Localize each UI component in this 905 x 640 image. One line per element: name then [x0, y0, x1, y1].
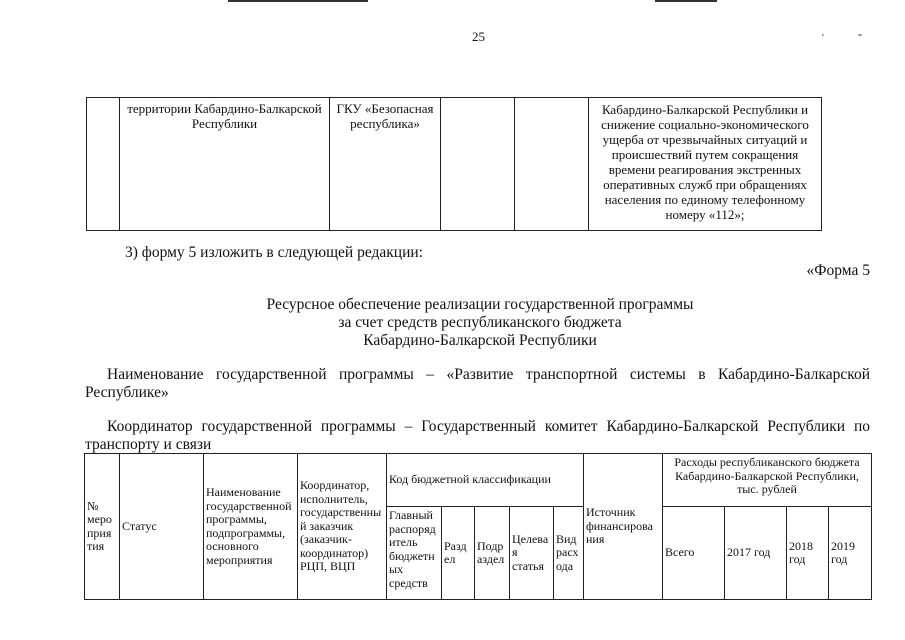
header-rule [228, 0, 368, 2]
form-5-table [84, 453, 872, 600]
heading-line: Ресурсное обеспечение реализации государственной программы [266, 296, 694, 313]
program-name-line: Республике» [85, 384, 169, 401]
heading-line: за счет средств республиканского бюджета [338, 314, 622, 331]
header-source: Источник финансирова ния [584, 454, 663, 600]
header-subsection: Подр аздел [475, 507, 510, 600]
program-name-paragraph [85, 366, 870, 402]
header-status: Статус [120, 454, 204, 600]
coordinator-line: транспорту и связи [85, 436, 212, 453]
form-label: «Форма 5 [806, 262, 870, 279]
continued-table [86, 97, 822, 231]
coordinator-paragraph [85, 418, 870, 454]
header-budget-code: Код бюджетной классификации [387, 454, 584, 507]
header-section: Разд ел [442, 507, 475, 600]
document-heading [85, 296, 875, 350]
coordinator-line: Координатор государственной программы – Государственный комитет Кабардино-Балкарской Республики по [107, 418, 870, 435]
header-num: № меро прия тия [85, 454, 120, 600]
header-coordinator: Координатор, исполнитель, государственны й заказчик (заказчик- координатор) РЦП, ВЦП [298, 454, 387, 600]
table-row [87, 98, 822, 231]
scan-mark: ' [822, 33, 824, 44]
table-cell: Кабардино-Балкарской Республики и снижение социально-экономического ущерба от чрезвычайных ситуаций и происшествий путем сокращения времени реагирования экстренных оперативных служб при обращениях населения по единому телефонному номеру «112»; [589, 98, 822, 231]
page-number: 25 [472, 29, 485, 44]
header-name: Наименование государственной программы, подпрограммы, основного мероприятия [204, 454, 298, 600]
table-header-row [85, 454, 872, 507]
header-rule [655, 0, 717, 2]
table-cell: территории Кабардино-Балкарской Республики [120, 98, 330, 231]
header-expenses: Расходы республиканского бюджета Кабардино-Балкарской Республики, тыс. рублей [663, 454, 872, 507]
header-2017: 2017 год [725, 507, 787, 600]
header-2018: 2018 год [787, 507, 829, 600]
heading-line: Кабардино-Балкарской Республики [363, 332, 597, 349]
header-expense-type: Вид расх ода [554, 507, 584, 600]
table-cell: ГКУ «Безопасная республика» [330, 98, 441, 231]
program-name-line: Наименование государственной программы – «Развитие транспортной системы в Кабардино-Балкарской [107, 366, 870, 383]
table-cell [441, 98, 515, 231]
header-target-article: Целева я статья [510, 507, 554, 600]
scan-mark: " [858, 33, 863, 44]
table-cell [515, 98, 589, 231]
header-2019: 2019 год [829, 507, 872, 600]
table-cell [87, 98, 120, 231]
amendment-line: 3) форму 5 изложить в следующей редакции: [125, 244, 423, 261]
header-main-manager: Главный распоряд итель бюджетн ых средств [387, 507, 442, 600]
header-total: Всего [663, 507, 725, 600]
